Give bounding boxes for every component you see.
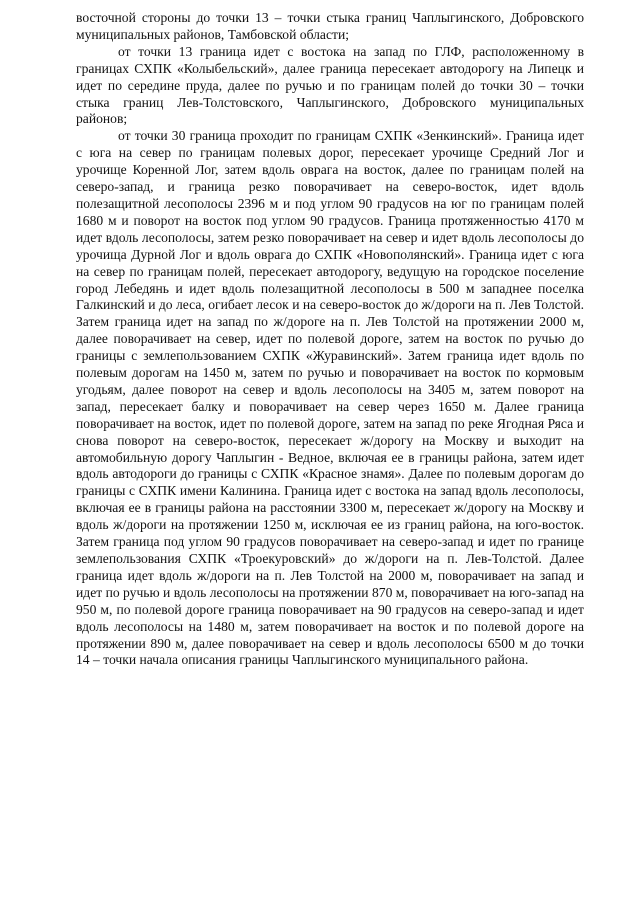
paragraph-continuation: восточной стороны до точки 13 – точки стыка границ Чаплыгинского, Добровского муниципальных районов, Тамбовской области; [76, 10, 584, 42]
paragraph-from-point-30: от точки 30 граница проходит по границам СХПК «Зенкинский». Граница идет с юга на север по границам полевых дорог, пересекает урочище Средний Лог и урочище Коренной Лог, затем вдоль оврага на восток, далее по границам полей на северо-запад, и граница резко поворачивает на северо-восток, идет вдоль полезащитной лесополосы 2396 м и под углом 90 градусов на юг по границам полей 1680 м и поворот на восток под углом 90 градусов. Граница протяженностью 4170 м идет вдоль лесополосы, затем резко поворачивает на север и идет вдоль лесополосы до урочища Дурной Лог и вдоль оврага до СХПК «Новополянский». Граница идет с юга на север по границам полей, пересекает автодорогу, ведущую на городское поселение город Лебедянь и идет вдоль полезащитной лесополосы в 500 м западнее поселка Галкинский и до леса, огибает лесок и на северо-восток до ж/дороги на п. Лев Толстой. Затем граница идет на запад по ж/дороге на п. Лев Толстой на протяжении 2000 м, далее поворачивает на север, идет по полевой дороге, затем на восток по ручью до границы с землепользованием СХПК «Журавинский». Затем граница идет вдоль по полевым дорогам на 1450 м, затем по ручью и поворачивает на восток по кормовым угодьям, далее поворот на север и вдоль лесополосы на 3405 м, затем поворот на запад, пересекает балку и поворачивает на север через 1650 м. Далее граница поворачивает на восток, идет по полевой дороге, затем на запад по реке Ягодная Ряса и снова поворот на северо-восток, пересекает ж/дорогу на Москву и выходит на автомобильную дорогу Чаплыгин - Ведное, включая ее в границы района, затем идет вдоль автодороги до границы с СХПК «Красное знамя». Далее по полевым дорогам до границы с СХПК имени Калинина. Граница идет с востока на запад вдоль лесополосы, включая ее в границы района на расстоянии 3300 м, пересекает ж/дорогу на Москву и вдоль ж/дороги на протяжении 1250 м, исключая ее из границ района, на юго-восток. Затем граница под углом 90 градусов поворачивает на северо-запад и идет по границе землепользования СХПК «Троекуровский» до ж/дороги на п. Лев-Толстой. Далее граница идет вдоль ж/дороги на п. Лев Толстой на 2000 м, поворачивает на запад и идет по ручью и вдоль лесополосы на протяжении 870 м, поворачивает на юго-запад на 950 м, по полевой дороге граница поворачивает на 90 градусов на северо-запад и идет вдоль лесополосы на 1480 м, затем поворачивает на восток и по полевой дороге на протяжении 890 м, далее поворачивает на север и вдоль лесополосы 6500 м до точки 14 – точки начала описания границы Чаплыгинского муниципального района. [76, 128, 584, 668]
document-page [76, 10, 584, 669]
paragraph-from-point-13: от точки 13 граница идет с востока на запад по ГЛФ, расположенному в границах СХПК «Колыбельский», далее граница пересекает автодорогу на Липецк и идет по середине пруда, далее по ручью и по границам полей до точки 30 – точки стыка границ Лев-Толстовского, Чаплыгинского, Добровского муниципальных районов; [76, 43, 584, 127]
